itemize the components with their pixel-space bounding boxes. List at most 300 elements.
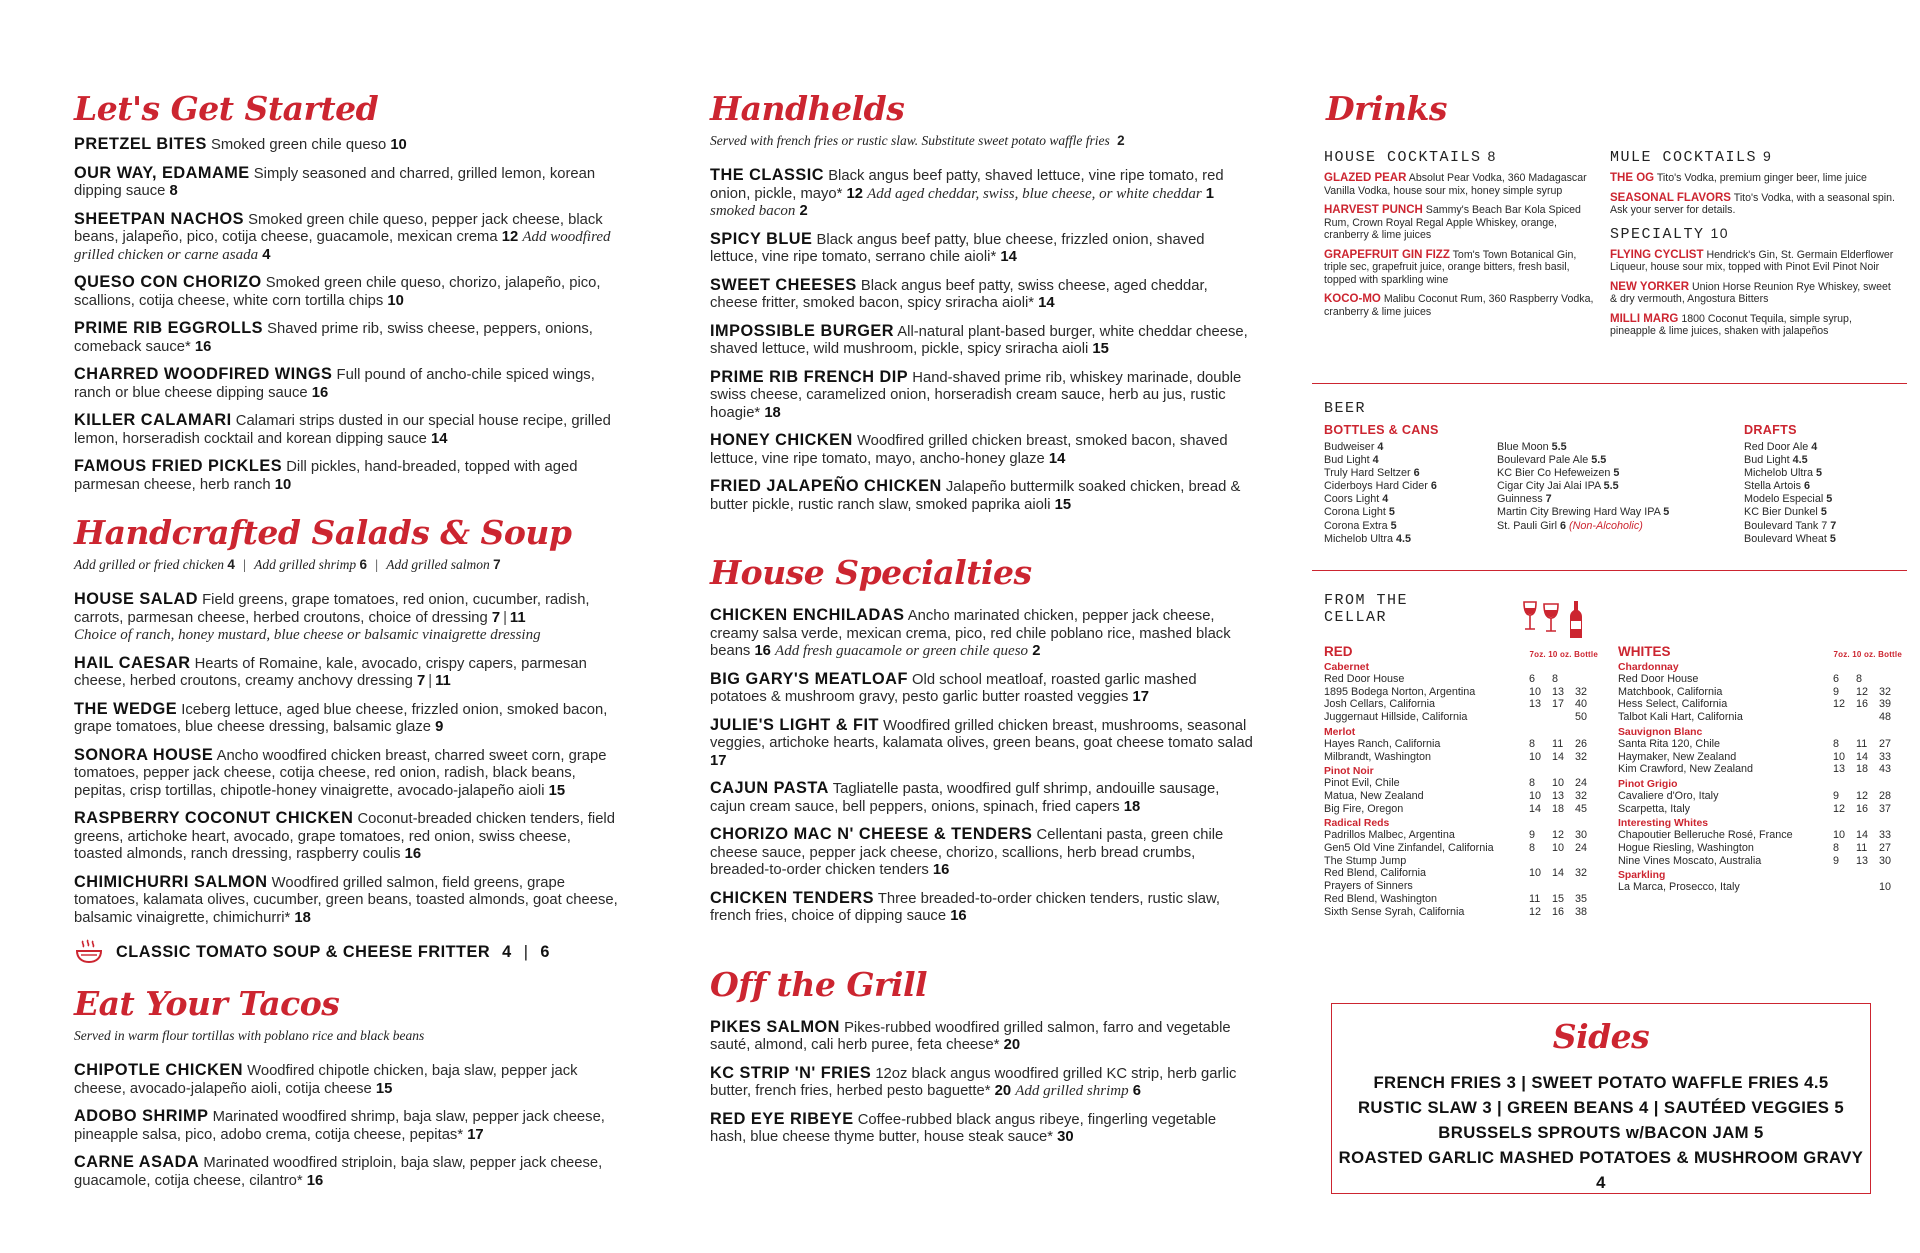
wine-price-bottle: 32 [1575, 867, 1588, 880]
sides-line: ROASTED GARLIC MASHED POTATOES & MUSHROOM GRAVY 4 [1338, 1148, 1864, 1192]
wine-name: Hess Select, California [1618, 698, 1728, 711]
item-description: Jalapeño buttermilk soaked chicken, bread & butter pickle, rustic ranch slaw, smoked paprika aioli [710, 479, 1241, 513]
soup-bowl-icon [74, 937, 104, 967]
beer-item [1744, 520, 1894, 533]
wine-price-bottle: 45 [1575, 802, 1588, 815]
item-price: 10 [274, 476, 292, 493]
cocktail-name: FLYING CYCLIST [1610, 248, 1704, 261]
wine-col-header: 10 oz. [1548, 650, 1572, 659]
beer-name: Cigar City Jai Alai IPA [1497, 480, 1601, 493]
cocktail-description: Tom's Town Botanical Gin, triple sec, grapefruit juice, orange bitters, fresh basil, topped with sparkling wine [1324, 248, 1577, 286]
item-description: Full pound of ancho-chile spiced wings, ranch or blue cheese dipping sauce [74, 367, 595, 401]
beer-item [1497, 506, 1744, 519]
wine-name: Juggernaut Hillside, California [1324, 711, 1468, 724]
beer-item [1497, 493, 1744, 506]
wine-name: Haymaker, New Zealand [1618, 750, 1737, 763]
wine-price-bottle [1879, 673, 1902, 686]
section-title-tacos: Eat Your Tacos [74, 984, 340, 1023]
item-name: CHARRED WOODFIRED WINGS [74, 365, 333, 383]
beer-price: 5 [1826, 493, 1833, 506]
item-name: JULIE'S LIGHT & FIT [710, 715, 879, 734]
wine-price-7oz: 9 [1833, 789, 1840, 802]
tacos-subtitle: Served in warm flour tortillas with poblano rice and black beans [74, 1028, 425, 1043]
wine-price-7oz: 13 [1529, 698, 1542, 711]
wine-variety: Interesting Whites [1618, 818, 1709, 830]
wine-price-bottle: 24 [1575, 842, 1588, 855]
item-description: Coconut-breaded chicken tenders, field greens, artichoke heart, avocado, grape tomatoes, red onion, swiss cheese, toasted almonds, ranch dressing, raspberry coulis [74, 811, 615, 862]
drafts-list [1744, 441, 1894, 546]
menu-item [74, 320, 619, 356]
wine-name: Hayes Ranch, California [1324, 737, 1441, 750]
item-price: 15 [548, 782, 566, 799]
item-addon-price: 6 [1132, 1083, 1141, 1099]
wine-row [1618, 855, 1902, 868]
item-price: 11 [435, 673, 451, 689]
item-price: 8 [169, 183, 178, 199]
beer-item [1744, 467, 1894, 480]
wine-price-bottle: 27 [1879, 842, 1892, 855]
wine-price-7oz: 12 [1833, 802, 1846, 815]
wine-row [1324, 790, 1598, 803]
wine-row [1324, 867, 1598, 880]
wine-name: Red Door House [1324, 673, 1405, 685]
item-price: 7 [417, 673, 426, 689]
cocktail-name: KOCO-MO [1324, 293, 1381, 305]
wine-row [1324, 777, 1598, 790]
beer-price: 7 [1545, 493, 1552, 506]
beer-name: Boulevard Tank 7 [1744, 519, 1828, 532]
item-description: Tagliatelle pasta, woodfired gulf shrimp, andouille sausage, cajun cream sauce, bell peppers, onions, spinach, fried capers [710, 781, 1220, 815]
item-name: HAIL CAESAR [74, 653, 191, 672]
item-name: CHIPOTLE CHICKEN [74, 1061, 244, 1079]
item-description: Calamari strips dusted in our special house recipe, grilled lemon, horseradish cocktail and korean dipping sauce [74, 413, 611, 447]
handhelds-subtitle [710, 133, 1255, 149]
beer-name: Blue Moon [1497, 441, 1549, 453]
wine-variety: Radical Reds [1324, 818, 1390, 830]
item-name: SWEET CHEESES [710, 275, 857, 294]
wine-price-10oz: 18 [1856, 763, 1869, 776]
wine-price-7oz: 8 [1529, 842, 1536, 855]
wine-row [1618, 803, 1902, 816]
beer-price: 4 [1382, 493, 1389, 506]
wine-row [1618, 790, 1902, 803]
section-title-grill: Off the Grill [710, 964, 928, 1004]
item-name: HOUSE SALAD [74, 590, 199, 608]
beer-name: Stella Artois [1744, 480, 1802, 493]
menu-item [710, 717, 1255, 771]
wine-price-10oz: 12 [1552, 829, 1565, 842]
menu-item [74, 701, 619, 737]
wine-price-7oz: 10 [1529, 685, 1542, 698]
wine-price-7oz: 10 [1833, 829, 1846, 842]
column-middle [710, 0, 1255, 1157]
item-description: Woodfired grilled salmon, field greens, grape tomatoes, kalamata olives, cucumber, green beans, toasted almonds, goat cheese, balsamic vinaigrette, chimichurri* [74, 874, 618, 926]
menu-item [74, 274, 619, 310]
wine-price-10oz: 13 [1856, 854, 1869, 867]
cocktail-item [1610, 172, 1900, 185]
wine-name: Milbrandt, Washington [1324, 750, 1432, 763]
item-description: Smoked green chile queso [210, 137, 387, 153]
wine-price-10oz: 12 [1856, 685, 1869, 698]
item-price: 16 [311, 384, 329, 401]
whites-label: WHITES [1618, 644, 1671, 659]
menu-item [74, 874, 619, 928]
menu-item [74, 366, 619, 402]
wine-price-10oz: 11 [1552, 737, 1564, 750]
specialty-label: SPECIALTY [1610, 225, 1705, 243]
beer-item [1497, 467, 1744, 480]
wine-row [1324, 686, 1598, 699]
wine-price-bottle [1575, 880, 1598, 893]
menu-item [74, 1154, 619, 1190]
wine-price-bottle: 30 [1879, 854, 1892, 867]
item-name: THE CLASSIC [710, 166, 825, 184]
item-name: QUESO CON CHORIZO [74, 273, 262, 291]
specialty-price: 10 [1710, 224, 1730, 241]
reds-label: RED [1324, 644, 1353, 659]
wine-price-10oz: 16 [1856, 802, 1869, 815]
wine-col-headers [1529, 650, 1598, 659]
wine-col-headers [1833, 650, 1902, 659]
item-addon: Add woodfired grilled chicken or carne asada [74, 229, 611, 263]
cocktail-item [1610, 313, 1900, 338]
wine-col-header: 7oz. [1833, 650, 1850, 659]
beer-price: 6 [1430, 480, 1437, 493]
mule-cocktails-price: 9 [1763, 148, 1773, 164]
wine-name: Pinot Evil, Chile [1324, 777, 1400, 790]
menu-item [710, 826, 1255, 880]
wine-col-header: 7oz. [1529, 650, 1546, 659]
beer-name: Truly Hard Seltzer [1324, 467, 1411, 480]
wine-name: 1895 Bodega Norton, Argentina [1324, 685, 1476, 698]
beer-item [1744, 493, 1894, 506]
beer-price: 6 [1413, 467, 1420, 480]
item-name: CHORIZO MAC N' CHEESE & TENDERS [710, 825, 1033, 843]
beer-item [1744, 480, 1894, 493]
wine-name: Prayers of Sinners [1324, 880, 1413, 893]
item-description: Smoked green chile queso, chorizo, jalapeño, pico, scallions, cotija cheese, white corn tortilla chips [74, 275, 601, 309]
wine-variety: Cabernet [1324, 662, 1370, 673]
soup-price-bowl: 6 [540, 942, 550, 961]
item-name: OUR WAY, EDAMAME [74, 163, 250, 182]
beer-price: 5.5 [1603, 480, 1619, 493]
menu-item [710, 231, 1255, 267]
item-description: Dill pickles, hand-breaded, topped with aged parmesan cheese, herb ranch [74, 459, 578, 493]
item-addon: Add aged cheddar, swiss, blue cheese, or white cheddar [867, 185, 1202, 202]
beer-name: Ciderboys Hard Cider [1324, 480, 1428, 493]
cocktail-name: GLAZED PEAR [1324, 172, 1407, 184]
section-title-sides: Sides [1552, 1017, 1650, 1056]
bottles-label: BOTTLES & CANS [1324, 423, 1439, 437]
wine-price-bottle: 32 [1575, 685, 1588, 698]
wine-name: Big Fire, Oregon [1324, 802, 1404, 815]
wine-price-10oz: 16 [1856, 698, 1869, 711]
beer-item [1324, 441, 1497, 454]
item-description: Ancho woodfired chicken breast, charred sweet corn, grape tomatoes, pepper jack cheese, cotija cheese, red onion, radish, black beans, pepitas, crisp tortillas, chipotle-honey vinaigrette, avocado-jalapeño aioli [74, 747, 607, 799]
wine-price-bottle [1575, 673, 1598, 686]
beer-name: Boulevard Wheat [1744, 532, 1827, 545]
beer-item [1324, 520, 1497, 533]
cocktail-description: Sammy's Beach Bar Kola Spiced Rum, Crown Royal Regal Apple Whiskey, orange, cranberry & lime juices [1324, 204, 1581, 241]
wine-price-10oz [1552, 880, 1575, 893]
beer-price: 5 [1388, 506, 1395, 519]
item-description: Black angus beef patty, shaved lettuce, vine ripe tomato, red onion, pickle, mayo* [710, 168, 1224, 202]
cocktail-description: Hendrick's Gin, St. Germain Elderflower Liqueur, house sour mix, topped with Pinot Evil Pinot Noir [1610, 248, 1894, 273]
beer-price: 4 [1811, 441, 1818, 453]
item-name: CAJUN PASTA [710, 779, 829, 797]
item-price: 14 [1038, 295, 1055, 311]
wine-variety: Chardonnay [1618, 662, 1679, 673]
item-description: Old school meatloaf, roasted garlic mashed potatoes & mushroom gravy, pesto garlic butter roasted veggies [710, 671, 1197, 705]
wine-price-7oz: 9 [1833, 854, 1840, 867]
item-description: Simply seasoned and charred, grilled lemon, korean dipping sauce [74, 165, 596, 199]
divider [1312, 383, 1907, 384]
wine-price-7oz: 14 [1529, 802, 1542, 815]
item-addon-price: 2 [799, 203, 808, 219]
beer-note: (Non-Alcoholic) [1569, 519, 1643, 532]
item-name: PRIME RIB FRENCH DIP [710, 367, 909, 386]
wine-row [1324, 751, 1598, 764]
item-price: 14 [1000, 249, 1017, 265]
wine-price-bottle: 26 [1575, 737, 1588, 750]
item-price: 16 [194, 338, 212, 355]
beer-item [1324, 533, 1497, 546]
beer-price: 4 [1372, 454, 1379, 467]
wine-price-bottle [1575, 855, 1598, 868]
addon-price: 4 [227, 557, 235, 572]
drafts-label: DRAFTS [1744, 423, 1797, 437]
cocktail-item [1324, 293, 1594, 318]
beer-price: 4 [1377, 441, 1384, 453]
wine-price-10oz: 15 [1552, 892, 1565, 905]
wine-name: Cavaliere d'Oro, Italy [1618, 789, 1719, 802]
specialty-cocktail-list [1610, 249, 1900, 338]
wine-price-7oz: 9 [1529, 829, 1536, 842]
mule-cocktails-label: MULE COCKTAILS [1610, 149, 1758, 166]
wine-price-10oz: 11 [1856, 737, 1868, 750]
specialties-list [710, 607, 1255, 926]
beer-price: 5 [1829, 532, 1836, 545]
addon-label: Add grilled or fried chicken [74, 557, 224, 572]
wine-price-10oz: 8 [1856, 673, 1863, 685]
beer-name: Corona Light [1324, 506, 1386, 519]
item-name: KILLER CALAMARI [74, 411, 232, 429]
wine-row [1324, 698, 1598, 711]
beer-item [1744, 454, 1894, 467]
wine-price-10oz [1552, 711, 1575, 724]
wine-price-bottle: 33 [1879, 829, 1892, 842]
beer-name: St. Pauli Girl [1497, 519, 1557, 532]
beer-name: Michelob Ultra [1744, 467, 1814, 480]
beer-name: Boulevard Pale Ale [1497, 454, 1589, 467]
wine-price-bottle: 43 [1879, 763, 1892, 776]
wine-price-7oz: 8 [1833, 842, 1840, 855]
wine-price-bottle: 33 [1879, 750, 1892, 763]
wine-price-10oz: 14 [1856, 829, 1869, 842]
wine-price-7oz: 10 [1529, 789, 1542, 802]
item-name: CARNE ASADA [74, 1153, 200, 1171]
item-price: 12 [846, 185, 864, 202]
soup-name: CLASSIC TOMATO SOUP & CHEESE FRITTER [116, 942, 491, 961]
beer-item [1744, 506, 1894, 519]
wine-price-7oz: 12 [1529, 905, 1542, 918]
wine-price-7oz [1529, 855, 1552, 868]
beer-item [1497, 480, 1744, 493]
item-name: PIKES SALMON [710, 1017, 840, 1036]
wine-row [1618, 763, 1902, 776]
salads-list [74, 591, 619, 927]
item-price: 10 [390, 137, 407, 153]
wine-row [1618, 738, 1902, 751]
menu-item [710, 780, 1255, 816]
wine-row [1324, 842, 1598, 855]
item-description: 12oz black angus woodfired grilled KC strip, herb garlic butter, french fries, herbed pesto baguette* [710, 1065, 1237, 1099]
sides-lines [1332, 1070, 1870, 1195]
whites-list [1618, 662, 1902, 894]
sides-line: BRUSSELS SPROUTS w/BACON JAM 5 [1438, 1123, 1764, 1142]
beer-price: 6 [1804, 480, 1811, 493]
wine-price-7oz: 12 [1833, 698, 1846, 711]
item-description: Coffee-rubbed black angus ribeye, fingerling vegetable hash, blue cheese thyme butter, house steak sauce* [710, 1111, 1217, 1145]
mule-cocktails [1610, 148, 1900, 345]
reds-list [1324, 662, 1598, 918]
item-description: Iceberg lettuce, aged blue cheese, frizzled onion, smoked bacon, grape tomatoes, blue cheese dressing, balsamic glaze [74, 701, 608, 735]
item-name: BIG GARY'S MEATLOAF [710, 669, 908, 688]
item-price: 14 [1048, 450, 1066, 467]
item-description: Pikes-rubbed woodfired grilled salmon, farro and vegetable sauté, almond, cali herb puree, feta cheese* [710, 1019, 1231, 1053]
beer-item [1497, 454, 1744, 467]
item-price: 18 [294, 909, 311, 926]
menu-item [74, 747, 619, 801]
item-description: Black angus beef patty, swiss cheese, aged cheddar, cheese fritter, smoked bacon, spicy sriracha aioli* [710, 277, 1208, 311]
item-name: RED EYE RIBEYE [710, 1109, 854, 1128]
item-price: 18 [764, 404, 781, 421]
section-title-handhelds: Handhelds [710, 89, 905, 128]
beer-price: 5 [1613, 467, 1620, 480]
wine-row [1618, 829, 1902, 842]
beer-name: Guinness [1497, 493, 1543, 506]
cocktail-name: NEW YORKER [1610, 280, 1690, 293]
wine-price-10oz: 10 [1552, 777, 1565, 790]
addon-label: Add grilled shrimp [254, 557, 357, 572]
wine-price-7oz: 8 [1529, 737, 1536, 750]
sides-line: FRENCH FRIES 3 | SWEET POTATO WAFFLE FRIES 4.5 [1373, 1073, 1829, 1092]
item-price: 9 [435, 719, 444, 735]
wine-price-10oz: 14 [1552, 867, 1565, 880]
beer-price: 4.5 [1792, 454, 1808, 467]
item-price: 20 [994, 1083, 1012, 1099]
item-name: PRIME RIB EGGROLLS [74, 319, 264, 337]
wine-price-bottle: 32 [1575, 750, 1588, 763]
wine-row [1324, 738, 1598, 751]
item-description: Hearts of Romaine, kale, avocado, crispy capers, parmesan cheese, herbed croutons, creamy anchovy dressing [74, 655, 587, 689]
wine-row [1324, 906, 1598, 919]
cocktail-description: Malibu Coconut Rum, 360 Raspberry Vodka, cranberry & lime juices [1324, 293, 1594, 318]
wine-price-7oz: 8 [1833, 737, 1840, 750]
item-price: 18 [1123, 798, 1141, 815]
beer-name: Coors Light [1324, 493, 1380, 506]
item-description: Woodfired chipotle chicken, baja slaw, pepper jack cheese, avocado-jalapeño aioli, cotija cheese [74, 1063, 578, 1097]
item-price: 17 [467, 1126, 484, 1143]
addon-price: 7 [493, 557, 501, 572]
wine-price-7oz: 6 [1833, 673, 1840, 685]
beer-item [1324, 493, 1497, 506]
cocktail-item [1324, 172, 1594, 197]
wine-name: Nine Vines Moscato, Australia [1618, 854, 1762, 867]
wine-row [1324, 893, 1598, 906]
cocktail-item [1610, 249, 1900, 274]
wine-name: Josh Cellars, California [1324, 698, 1436, 711]
wine-row [1618, 751, 1902, 764]
item-price: 15 [375, 1080, 393, 1097]
specialty-header [1610, 225, 1900, 243]
wine-name: Red Door House [1618, 673, 1699, 685]
wine-name: Hogue Riesling, Washington [1618, 842, 1754, 855]
wine-row [1324, 803, 1598, 816]
menu-item [74, 412, 619, 448]
cocktail-description: 1800 Coconut Tequila, simple syrup, pineapple & lime juices, shaken with jalapeños [1610, 312, 1852, 337]
sides-box [1331, 1003, 1871, 1194]
house-cocktails [1324, 148, 1594, 325]
wine-price-bottle: 50 [1575, 711, 1588, 724]
wine-price-10oz: 13 [1552, 685, 1565, 698]
item-name: RASPBERRY COCONUT CHICKEN [74, 809, 354, 827]
starters-list [74, 136, 619, 494]
beer-price: 5 [1390, 519, 1397, 532]
item-addon: Add grilled shrimp [1015, 1083, 1129, 1099]
wine-price-bottle: 32 [1879, 685, 1892, 698]
wine-price-10oz: 14 [1552, 750, 1565, 763]
wine-variety: Sparkling [1618, 870, 1666, 882]
handhelds-subtitle-price: 2 [1117, 133, 1125, 148]
item-name: IMPOSSIBLE BURGER [710, 321, 894, 340]
menu-item [710, 607, 1255, 661]
section-title-drinks: Drinks [1326, 89, 1447, 128]
wine-variety: Sauvignon Blanc [1618, 726, 1703, 738]
cocktail-name: SEASONAL FLAVORS [1610, 191, 1731, 204]
beer-price: 4.5 [1396, 532, 1412, 545]
handhelds-list [710, 167, 1255, 514]
item-name: ADOBO SHRIMP [74, 1107, 209, 1125]
beer-name: KC Bier Dunkel [1744, 506, 1818, 519]
wine-price-10oz: 16 [1552, 905, 1565, 918]
wine-price-bottle: 37 [1879, 802, 1892, 815]
item-name: HONEY CHICKEN [710, 431, 853, 449]
separator: | [503, 609, 507, 626]
wine-name: Matua, New Zealand [1324, 789, 1424, 802]
item-price: 16 [306, 1172, 324, 1189]
beer-name: Modelo Especial [1744, 493, 1824, 506]
wine-price-bottle: 38 [1575, 905, 1588, 918]
item-description: Shaved prime rib, swiss cheese, peppers, onions, comeback sauce* [74, 321, 593, 355]
item-price: 10 [387, 292, 404, 309]
salad-addons: Add grilled or fried chicken 4 | Add grilled shrimp 6 | Add grilled salmon 7 [74, 557, 501, 572]
item-price: 7 [491, 609, 501, 626]
beer-name: KC Bier Co Hefeweizen [1497, 467, 1611, 480]
wine-price-10oz [1856, 881, 1879, 894]
wine-price-bottle: 39 [1879, 698, 1892, 711]
item-description: Marinated woodfired striploin, baja slaw, pepper jack cheese, guacamole, cotija cheese, cilantro* [74, 1155, 603, 1189]
wine-row [1618, 686, 1902, 699]
beer-name: Red Door Ale [1744, 441, 1809, 453]
wine-price-10oz: 12 [1856, 789, 1869, 802]
item-addon-price: 1 [1205, 185, 1215, 202]
item-name: KC STRIP 'N' FRIES [710, 1063, 872, 1082]
wine-price-10oz [1552, 855, 1575, 868]
soup-item: CLASSIC TOMATO SOUP & CHEESE FRITTER 4 | 6 [74, 937, 619, 967]
cocktail-item [1324, 204, 1594, 242]
cocktail-description: Tito's Vodka, with a seasonal spin. Ask your server for details. [1610, 191, 1895, 216]
